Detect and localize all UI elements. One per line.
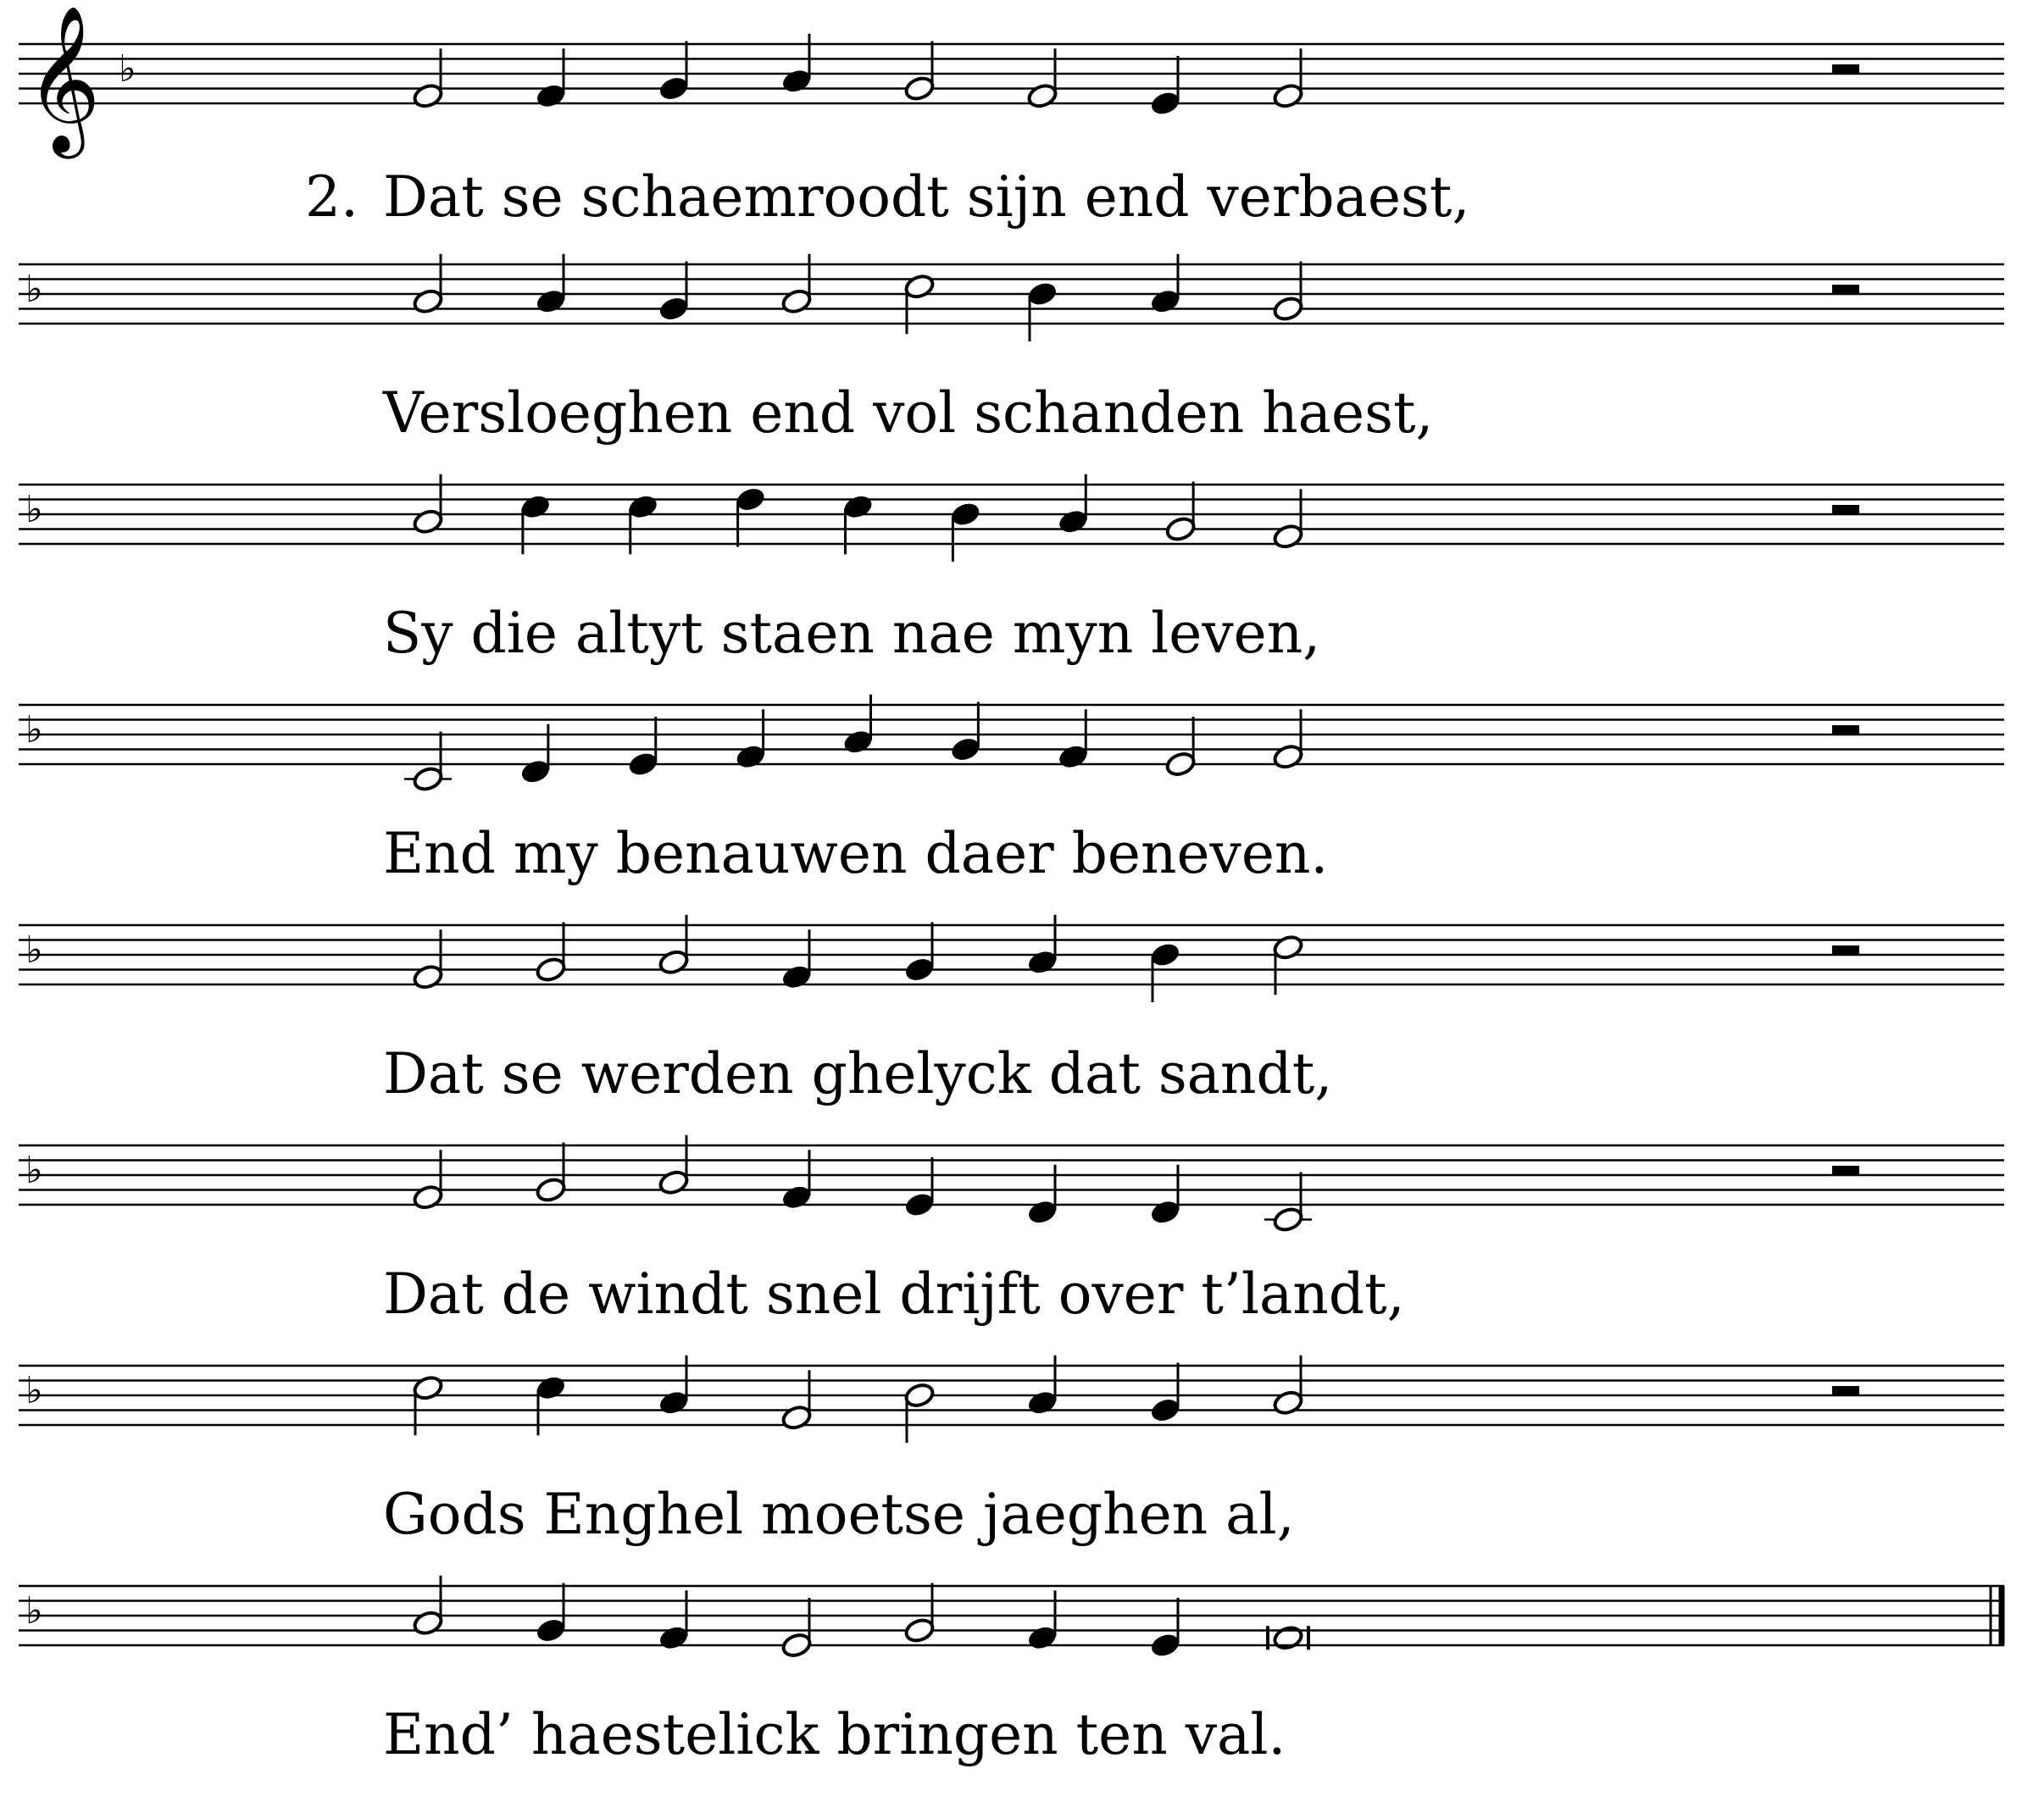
quarter-note-head — [535, 1616, 567, 1644]
flat-key-signature-icon: ♭ — [25, 488, 43, 531]
flat-key-signature-icon: ♭ — [25, 1589, 43, 1633]
quarter-note-head — [658, 1624, 690, 1651]
flat-key-signature-icon: ♭ — [25, 1369, 43, 1412]
quarter-note-head — [1149, 1396, 1181, 1423]
half-rest-icon — [1832, 505, 1859, 514]
quarter-note-head — [1026, 280, 1058, 308]
lyric-line-4: End my benauwen daer beneven. — [383, 821, 1329, 886]
quarter-note-head — [1026, 949, 1058, 976]
quarter-note-head — [519, 758, 552, 785]
half-note-head — [1164, 515, 1197, 542]
staff-system-2 — [19, 254, 2004, 341]
quarter-note-head — [519, 493, 552, 520]
half-note-head — [780, 288, 813, 315]
half-note-head — [780, 1404, 813, 1431]
half-rest-icon — [1832, 285, 1859, 294]
half-note-head — [412, 82, 444, 109]
quarter-note-head — [658, 1389, 690, 1417]
staff-system-3 — [19, 474, 2004, 562]
quarter-note-head — [780, 963, 813, 990]
half-note-head — [412, 288, 444, 315]
quarter-note-head — [627, 751, 659, 778]
half-note-head — [535, 956, 567, 983]
half-note-head — [1272, 1206, 1304, 1233]
lyric-line-5: Dat se werden ghelyck dat sandt, — [383, 1041, 1333, 1106]
flat-key-signature-icon: ♭ — [25, 1149, 43, 1192]
half-note-head — [1272, 743, 1304, 770]
quarter-note-head — [903, 956, 936, 983]
quarter-note-head — [535, 288, 567, 315]
quarter-note-head — [1026, 1624, 1058, 1651]
staff-system-1 — [19, 5, 2004, 159]
quarter-note-head — [1149, 941, 1181, 968]
quarter-note-head — [535, 1374, 567, 1401]
quarter-note-head — [535, 82, 567, 109]
half-note-head — [780, 1632, 813, 1659]
half-note-head — [903, 1616, 936, 1644]
quarter-note-head — [1026, 1199, 1058, 1226]
half-note-head — [1272, 934, 1304, 961]
lyric-line-2: Versloeghen end vol schanden haest, — [383, 380, 1434, 446]
quarter-note-head — [1149, 1632, 1181, 1659]
quarter-note-head — [1149, 288, 1181, 315]
half-note-head — [658, 1169, 690, 1196]
half-note-head — [412, 1374, 444, 1401]
quarter-note-head — [658, 75, 690, 102]
quarter-note-head — [842, 493, 875, 520]
quarter-note-head — [1149, 1199, 1181, 1226]
quarter-note-head — [949, 501, 981, 528]
half-note-head — [412, 1610, 444, 1637]
half-rest-icon — [1832, 1386, 1859, 1395]
quarter-note-head — [949, 735, 981, 762]
half-note-head — [412, 508, 444, 535]
flat-key-signature-icon: ♭ — [25, 268, 43, 311]
half-note-head — [903, 1382, 936, 1409]
quarter-note-head — [780, 1184, 813, 1211]
staff-system-5 — [19, 915, 2004, 1002]
half-note-head — [903, 273, 936, 300]
half-rest-icon — [1832, 725, 1859, 735]
flat-key-signature-icon: ♭ — [25, 708, 43, 751]
quarter-note-head — [1057, 508, 1089, 535]
note-head — [1272, 1624, 1304, 1651]
half-rest-icon — [1832, 945, 1859, 955]
quarter-note-head — [842, 729, 875, 756]
lyric-line-1: Dat se schaemroodt sijn end verbaest, — [383, 164, 1470, 230]
treble-clef-icon: 𝄞 — [25, 5, 101, 152]
quarter-note-head — [735, 743, 767, 770]
quarter-note-head — [903, 1191, 936, 1218]
half-note-head — [535, 1176, 567, 1203]
quarter-note-head — [735, 485, 767, 513]
quarter-note-head — [1149, 90, 1181, 117]
half-note-head — [1164, 751, 1197, 778]
staff-system-8 — [19, 1576, 2004, 1659]
staff-system-6 — [19, 1135, 2004, 1234]
staff-system-7 — [19, 1356, 2004, 1443]
quarter-note-head — [627, 493, 659, 520]
flat-key-signature-icon: ♭ — [25, 929, 43, 972]
half-note-head — [412, 963, 444, 990]
half-note-head — [1272, 1389, 1304, 1417]
quarter-note-head — [1057, 743, 1089, 770]
staff-system-4 — [19, 695, 2004, 793]
half-note-head — [658, 949, 690, 976]
flat-key-signature-icon: ♭ — [119, 47, 136, 91]
lyric-line-8: End’ haestelick bringen ten val. — [383, 1702, 1286, 1767]
verse-number: 2. — [305, 164, 358, 230]
lyric-line-6: Dat de windt snel drijft over t’landt, — [383, 1261, 1405, 1327]
half-note-head — [412, 1184, 444, 1211]
lyric-line-3: Sy die altyt staen nae myn leven, — [383, 601, 1321, 666]
lyric-line-7: Gods Enghel moetse jaeghen al, — [383, 1482, 1295, 1547]
half-note-head — [1026, 82, 1058, 109]
half-note-head — [1272, 82, 1304, 109]
half-note-head — [412, 765, 444, 792]
half-note-head — [903, 75, 936, 102]
half-note-head — [1272, 295, 1304, 322]
quarter-note-head — [658, 295, 690, 322]
half-rest-icon — [1832, 1166, 1859, 1175]
quarter-note-head — [780, 68, 813, 95]
quarter-note-head — [1026, 1389, 1058, 1417]
half-rest-icon — [1832, 64, 1859, 74]
half-note-head — [1272, 523, 1304, 550]
